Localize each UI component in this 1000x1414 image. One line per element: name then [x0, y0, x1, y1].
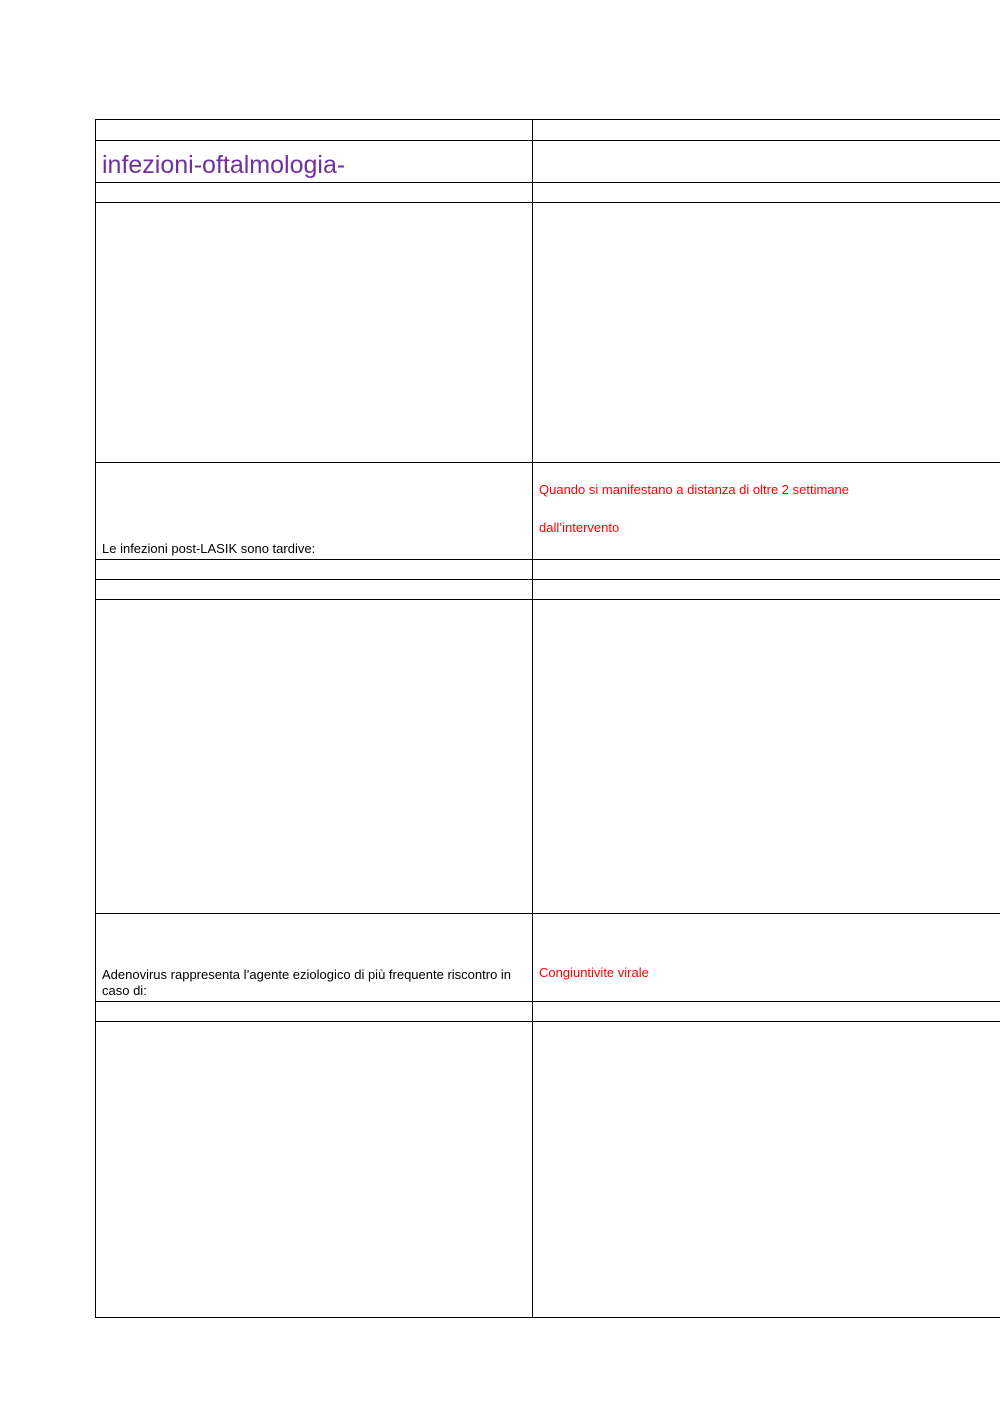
answer-cell[interactable]	[533, 914, 1000, 1002]
table-row	[96, 183, 1000, 203]
table-row	[96, 1002, 1000, 1022]
cell[interactable]	[533, 1022, 1000, 1318]
table-row	[96, 463, 1000, 560]
cell[interactable]	[533, 120, 1000, 141]
table-row	[96, 560, 1000, 580]
worksheet-table	[95, 119, 1000, 1318]
cell[interactable]	[96, 560, 533, 580]
table-row	[96, 600, 1000, 914]
table-row	[96, 120, 1000, 141]
answer-line: Congiuntivite virale	[539, 965, 649, 980]
table-row	[96, 914, 1000, 1002]
question-cell[interactable]: Le infezioni post-LASIK sono tardive:	[96, 463, 533, 560]
cell[interactable]	[96, 183, 533, 203]
cell[interactable]	[533, 560, 1000, 580]
cell[interactable]	[533, 183, 1000, 203]
cell[interactable]	[533, 580, 1000, 600]
table-row	[96, 580, 1000, 600]
cell[interactable]	[96, 600, 533, 914]
cell[interactable]	[96, 120, 533, 141]
cell[interactable]	[533, 141, 1000, 183]
table-row	[96, 1022, 1000, 1318]
question-cell[interactable]: Adenovirus rappresenta l’agente eziologico di più frequente riscontro in caso di:	[96, 914, 533, 1002]
cell[interactable]	[533, 600, 1000, 914]
cell[interactable]	[96, 580, 533, 600]
cell[interactable]	[533, 203, 1000, 463]
table-row	[96, 141, 1000, 183]
answer-line: Quando si manifestano a distanza di oltre 2 settimane	[539, 482, 850, 497]
table-row	[96, 203, 1000, 463]
cell[interactable]	[96, 1022, 533, 1318]
cell[interactable]	[96, 1002, 533, 1022]
cell[interactable]	[96, 203, 533, 463]
cell[interactable]	[533, 1002, 1000, 1022]
answer-cell[interactable]	[533, 463, 1000, 560]
sheet-title[interactable]: infezioni-oftalmologia-	[96, 141, 533, 183]
answer-line: dall’intervento	[539, 520, 620, 535]
